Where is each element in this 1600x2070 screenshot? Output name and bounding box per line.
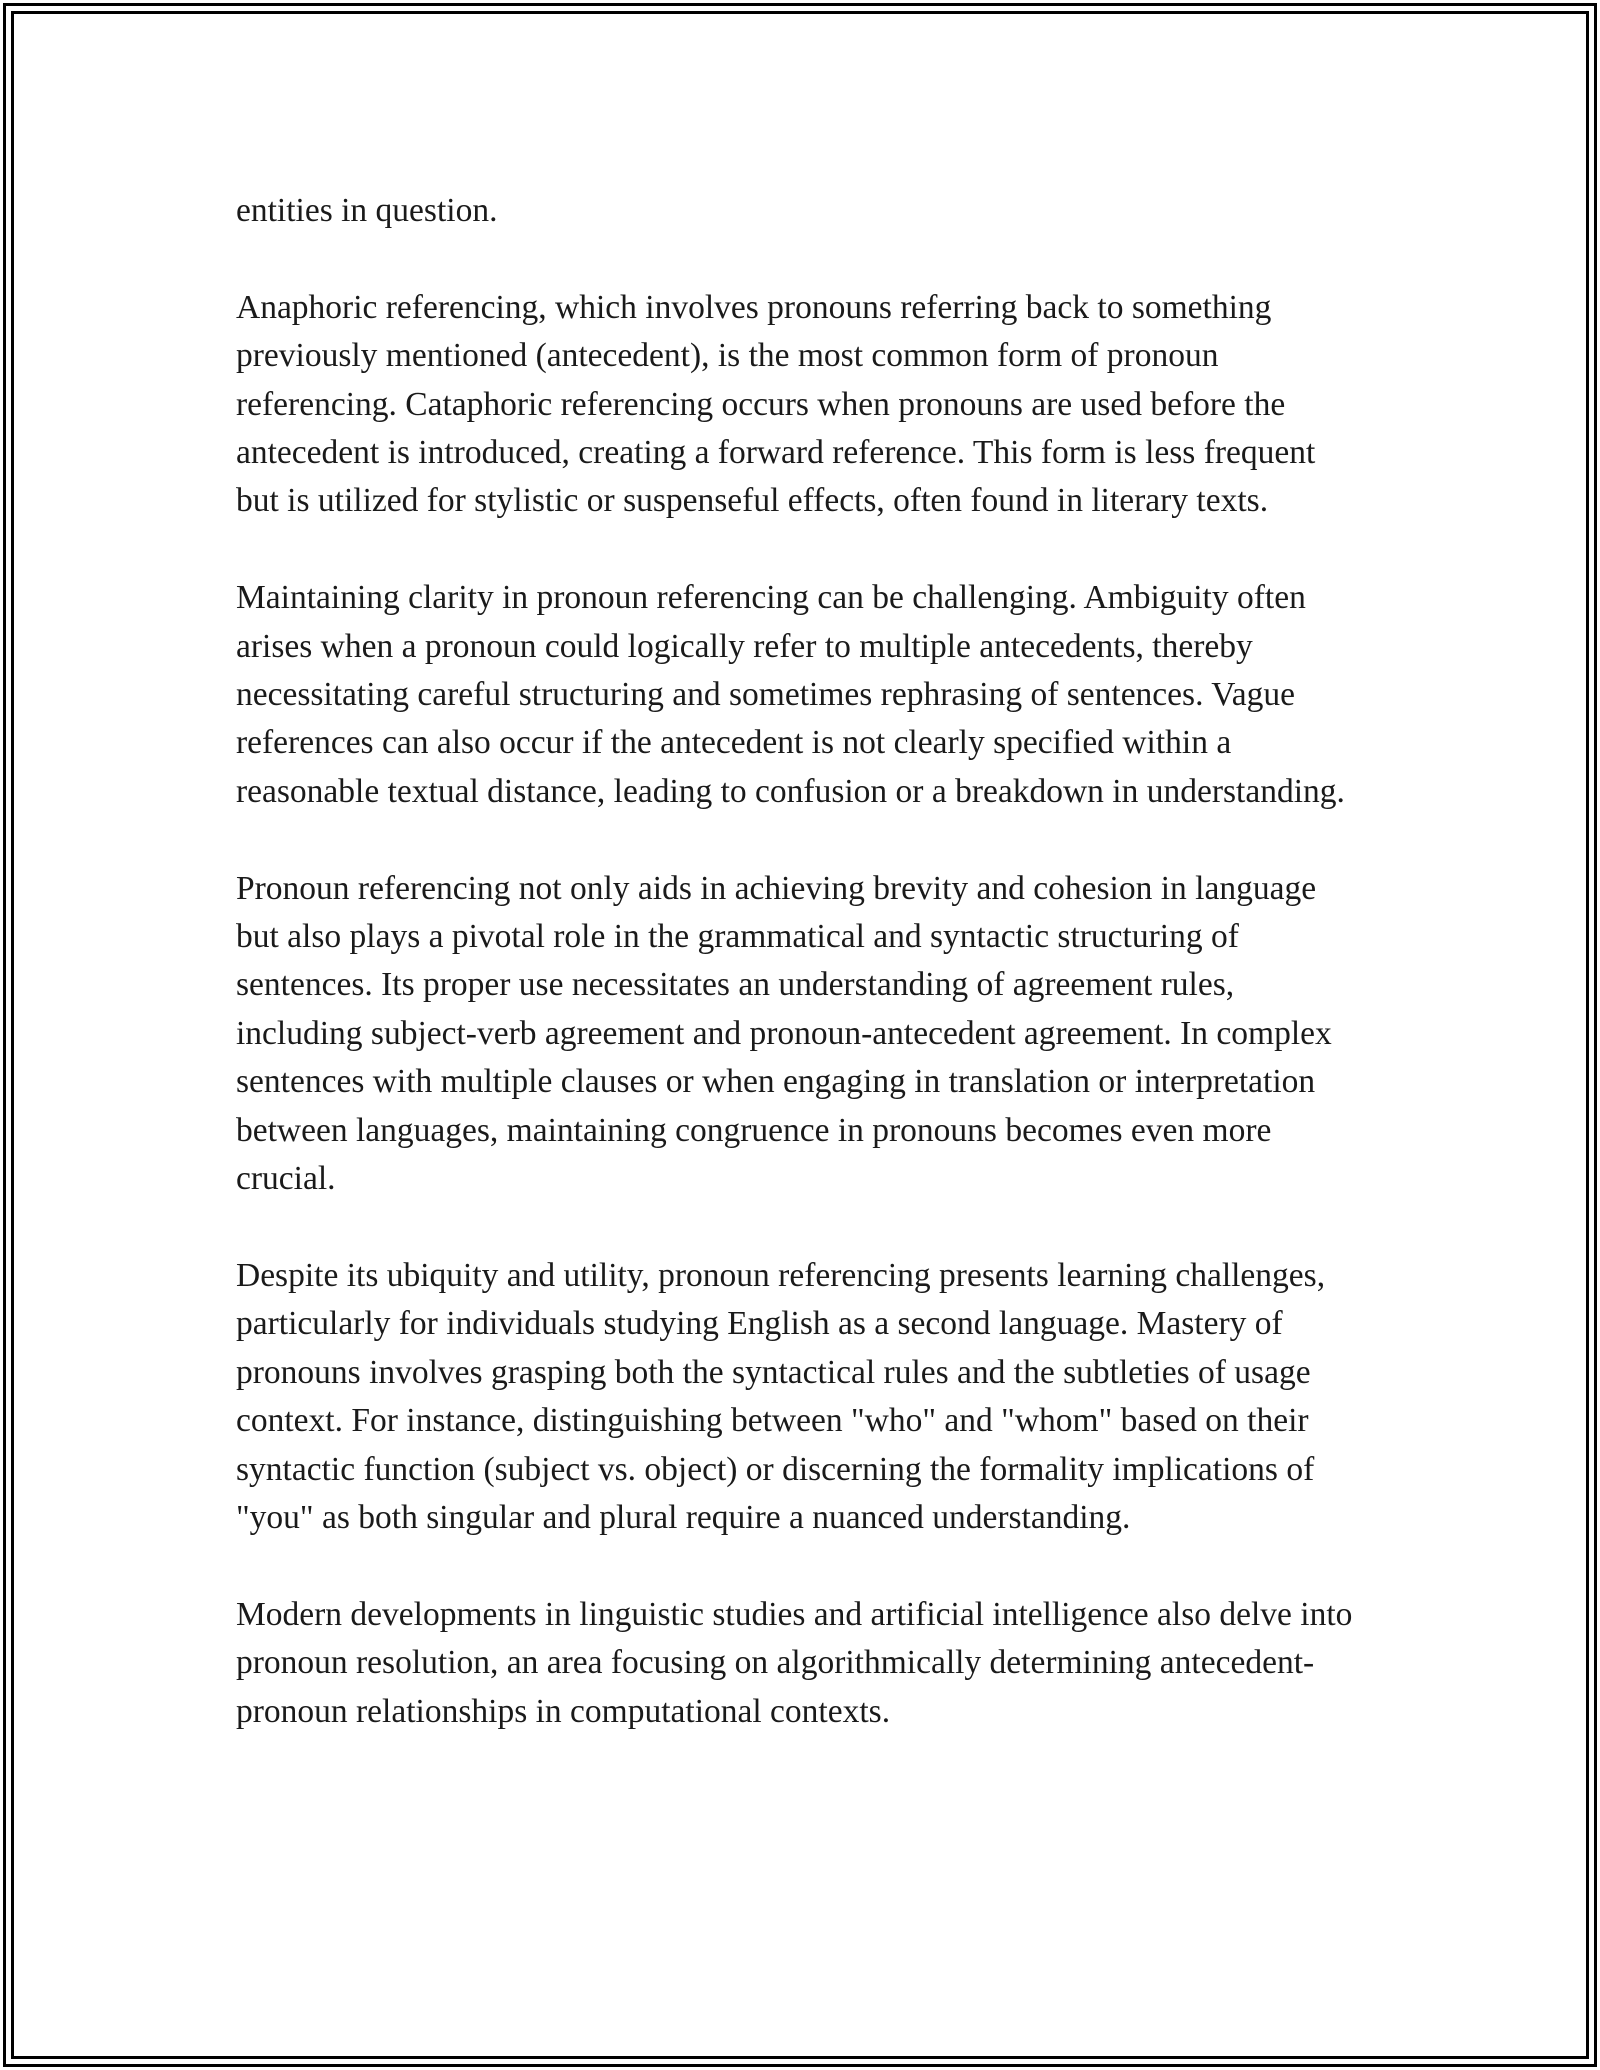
paragraph-modern-developments: Modern developments in linguistic studies and artificial intelligence also delve into pronoun resolution, an area focusing on algorithmically determining antecedent-pronoun relationships in computational contexts. bbox=[236, 1595, 1353, 1730]
paragraph-learning-challenges: Despite its ubiquity and utility, pronoun referencing presents learning challenges, particularly for individuals studying English as a second language. Mastery of pronouns involves grasping both the syntactical rules and the subtleties of usage context. For instance, distinguishing between "who" and "whom" based on their syntactic function (subject vs. object) or discerning the formality implications of "you" as both singular and plural require a nuanced understanding. bbox=[236, 1256, 1326, 1536]
document-body bbox=[236, 187, 1366, 1736]
paragraph-anaphoric-referencing: Anaphoric referencing, which involves pronouns referring back to something previously mentioned (antecedent), is the most common form of pronoun referencing. Cataphoric referencing occurs when pronouns are used before the antecedent is introduced, creating a forward reference. This form is less frequent but is utilized for stylistic or suspenseful effects, often found in literary texts. bbox=[236, 288, 1316, 520]
paragraph-clarity: Maintaining clarity in pronoun referencing can be challenging. Ambiguity often arises when a pronoun could logically refer to multiple antecedents, thereby necessitating careful structuring and sometimes rephrasing of sentences. Vague references can also occur if the antecedent is not clearly specified within a reasonable textual distance, leading to confusion or a breakdown in understanding. bbox=[236, 579, 1345, 810]
paragraph-continuation: entities in question. bbox=[236, 192, 498, 229]
paragraph-grammatical-role: Pronoun referencing not only aids in achieving brevity and cohesion in language but also plays a pivotal role in the grammatical and syntactic structuring of sentences. Its proper use necessitates an understanding of agreement rules, including subject-verb agreement and pronoun-antecedent agreement. In complex sentences with multiple clauses or when engaging in translation or interpretation between languages, maintaining congruence in pronouns becomes even more crucial. bbox=[236, 869, 1332, 1198]
